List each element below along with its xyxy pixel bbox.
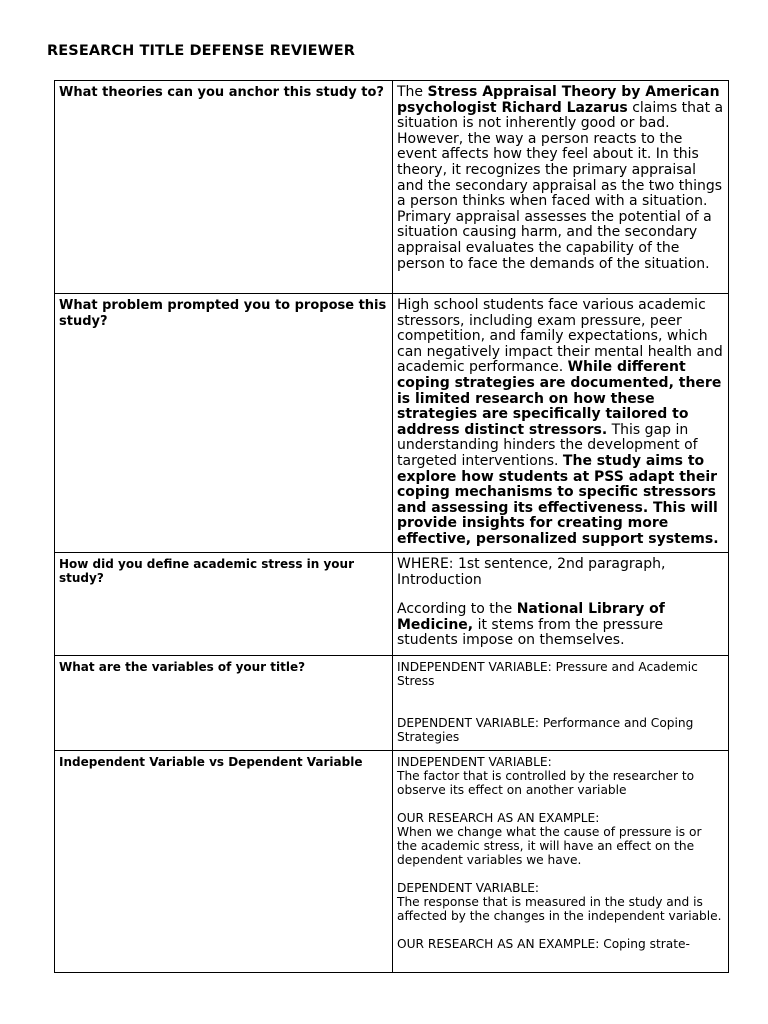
answer-cell xyxy=(393,751,729,973)
answer-cell xyxy=(393,294,729,553)
answer-text: High school students face various academic stressors, including exam pressure, peer competition, and family expectations, which can negatively impact their mental health and academic performance. xyxy=(397,297,723,376)
dependent-variable-text: DEPENDENT VARIABLE: Performance and Coping Strategies xyxy=(397,716,694,744)
answer-emphasis: Stress Appraisal Theory by American psychologist Richard Lazarus xyxy=(397,84,720,116)
iv-definition: The factor that is controlled by the researcher to observe its effect on another variable xyxy=(397,769,695,797)
dv-heading: DEPENDENT VARIABLE: xyxy=(397,881,540,895)
table-row xyxy=(55,81,729,294)
reviewer-table xyxy=(54,80,729,973)
dv-definition: The response that is measured in the study and is affected by the changes in the independent variable. xyxy=(397,895,722,923)
example-text: When we change what the cause of pressure is or the academic stress, it will have an effect on the dependent variables we have. xyxy=(397,825,702,867)
table-row xyxy=(55,553,729,656)
answer-cell xyxy=(393,553,729,656)
question-cell: What theories can you anchor this study to? xyxy=(55,81,393,294)
question-cell: What are the variables of your title? xyxy=(55,656,393,751)
question-cell: How did you define academic stress in your study? xyxy=(55,553,393,656)
dv-block xyxy=(397,881,724,923)
question-cell: Independent Variable vs Dependent Variable xyxy=(55,751,393,973)
iv-block xyxy=(397,755,724,797)
question-cell: What problem prompted you to propose this study? xyxy=(55,294,393,553)
answer-text: According to the xyxy=(397,601,517,618)
answer-cell xyxy=(393,656,729,751)
example-heading: OUR RESEARCH AS AN EXAMPLE: xyxy=(397,811,600,825)
answer-emphasis: The study aims to explore how students at PSS adapt their coping mechanisms to specific stressors and assessing its effectiveness. This will provide insights for creating more effective, personalized support systems. xyxy=(397,452,719,547)
answer-emphasis: National Library of Medicine, xyxy=(397,601,665,633)
table-row xyxy=(55,751,729,973)
answer-text: The xyxy=(397,84,428,100)
page-title: RESEARCH TITLE DEFENSE REVIEWER xyxy=(47,43,356,59)
answer-emphasis: While different coping strategies are documented, there is limited research on how these strategies are specifically tailored to address distinct stressors. xyxy=(397,359,722,438)
answer-where: WHERE: 1st sentence, 2nd paragraph, Introduction xyxy=(397,556,666,588)
iv-heading: INDEPENDENT VARIABLE: xyxy=(397,755,552,769)
table-row xyxy=(55,656,729,751)
table-row xyxy=(55,294,729,553)
example-block-2: OUR RESEARCH AS AN EXAMPLE: Coping strate- xyxy=(397,937,690,951)
answer-text: This gap in understanding hinders the development of targeted interventions. xyxy=(397,421,698,469)
example-block xyxy=(397,811,724,867)
answer-text: it stems from the pressure students impose on themselves. xyxy=(397,616,664,649)
answer-text: claims that a situation is not inherently good or bad. However, the way a person reacts to the event affects how they feel about it. In this theory, it recognizes the primary appraisal and the secondary appraisal as the two things a person thinks when faced with a situation. Primary appraisal assesses the potential of a situation causing harm, and the secondary appraisal evaluates the capability of the person to face the demands of the situation. xyxy=(397,99,724,272)
independent-variable-text: INDEPENDENT VARIABLE: Pressure and Academic Stress xyxy=(397,660,698,688)
answer-paragraph xyxy=(397,602,724,649)
answer-cell xyxy=(393,81,729,294)
